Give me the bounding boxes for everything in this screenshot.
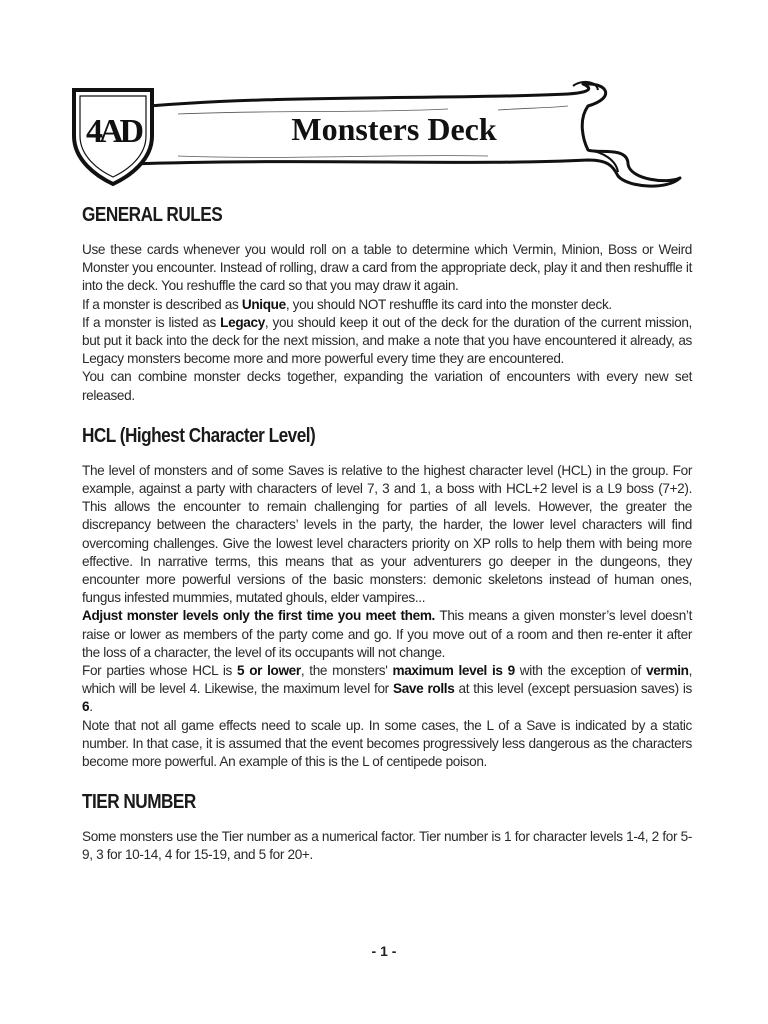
page-number: - 1 - bbox=[371, 943, 397, 959]
section-hcl bbox=[82, 425, 692, 771]
paragraph: Some monsters use the Tier number as a numerical factor. Tier number is 1 for character levels 1-4, 2 for 5-9, 3 for 10-14, 4 for 15-19, and 5 for 20+. bbox=[82, 829, 692, 863]
paragraph: Use these cards whenever you would roll on a table to determine which Vermin, Minion, Boss or Weird Monster you encounter. Instead of rolling, draw a card from the appropriate deck, play it and then reshuffle it into the deck. You reshuffle the card so that you may draw it again. bbox=[82, 242, 692, 294]
text: If a monster is listed as bbox=[82, 314, 221, 330]
text: For parties whose HCL is bbox=[82, 663, 237, 679]
text: , you should keep it out of the deck for the duration of the current mission, but put it back into the deck for the next mission, and make a note that you have encountered it already, as Legacy monsters become more and more powerful every time they are encountered. bbox=[82, 314, 692, 367]
section-general-rules bbox=[82, 204, 692, 405]
bold-text: 5 or lower bbox=[236, 663, 301, 679]
text: at this level (except persuasion saves) is bbox=[454, 681, 692, 697]
bold-text: maximum level is 9 bbox=[392, 663, 515, 679]
paragraph: You can combine monster decks together, expanding the variation of encounters with every new set released. bbox=[82, 369, 692, 403]
paragraph-unique bbox=[82, 296, 692, 314]
text: , the monsters' bbox=[300, 663, 393, 679]
text: This means a given monster’s level doesn’t raise or lower as members of the party come and go. If you move out of a room and then re-enter it after the loss of a character, the level of its occupants will not change. bbox=[82, 608, 692, 660]
banner-graphic bbox=[68, 80, 708, 195]
heading-tier-number: TIER NUMBER bbox=[82, 791, 196, 814]
logo-text: 4AD bbox=[85, 113, 141, 150]
text: with the exception of bbox=[514, 663, 647, 679]
main-content bbox=[82, 204, 692, 885]
bold-text: vermin bbox=[646, 663, 689, 679]
paragraph: The level of monsters and of some Saves is relative to the highest character level (HCL) in the group. For example, against a party with characters of level 7, 3 and 1, a boss with HCL+2 level is a L9 boss (7+2). This allows the encounter to remain challenging for parties of all levels. However, the greater the discrepancy between the characters’ levels in the party, the harder, the lower level characters will find overcoming challenges. Give the lowest level characters priority on XP rolls to help them with being more effective. In narrative terms, this means that as your adventurers go deeper in the dungeons, they encounter more powerful versions of the basic monsters: demonic skeletons instead of human ones, fungus infested mummies, mutated ghouls, elder vampires... bbox=[82, 462, 692, 606]
heading-hcl: HCL (Highest Character Level) bbox=[82, 424, 316, 447]
paragraph: Note that not all game effects need to scale up. In some cases, the L of a Save is indicated by a static number. In that case, it is assumed that the event becomes progressively less dangerous as the characters become more powerful. An example of this is the L of centipede poison. bbox=[82, 717, 692, 770]
text: If a monster is described as bbox=[82, 296, 242, 312]
text: , which will be level 4. Likewise, the maximum level for bbox=[82, 663, 693, 697]
bold-text: 6 bbox=[82, 699, 90, 715]
paragraph-legacy bbox=[82, 314, 692, 369]
bold-adjust-levels: Adjust monster levels only the first time you meet them. bbox=[82, 608, 435, 624]
text: . bbox=[89, 699, 93, 715]
page-title: Monsters Deck bbox=[291, 111, 497, 147]
section-tier-number bbox=[82, 791, 692, 864]
text: , you should NOT reshuffle its card into the monster deck. bbox=[285, 296, 612, 312]
bold-legacy: Legacy bbox=[220, 314, 265, 330]
paragraph-adjust-levels bbox=[82, 607, 692, 662]
paragraph-max-level bbox=[82, 662, 692, 717]
bold-text: Save rolls bbox=[392, 681, 455, 697]
title-banner bbox=[68, 80, 708, 195]
bold-unique: Unique bbox=[241, 296, 286, 312]
heading-general-rules: GENERAL RULES bbox=[82, 204, 223, 226]
